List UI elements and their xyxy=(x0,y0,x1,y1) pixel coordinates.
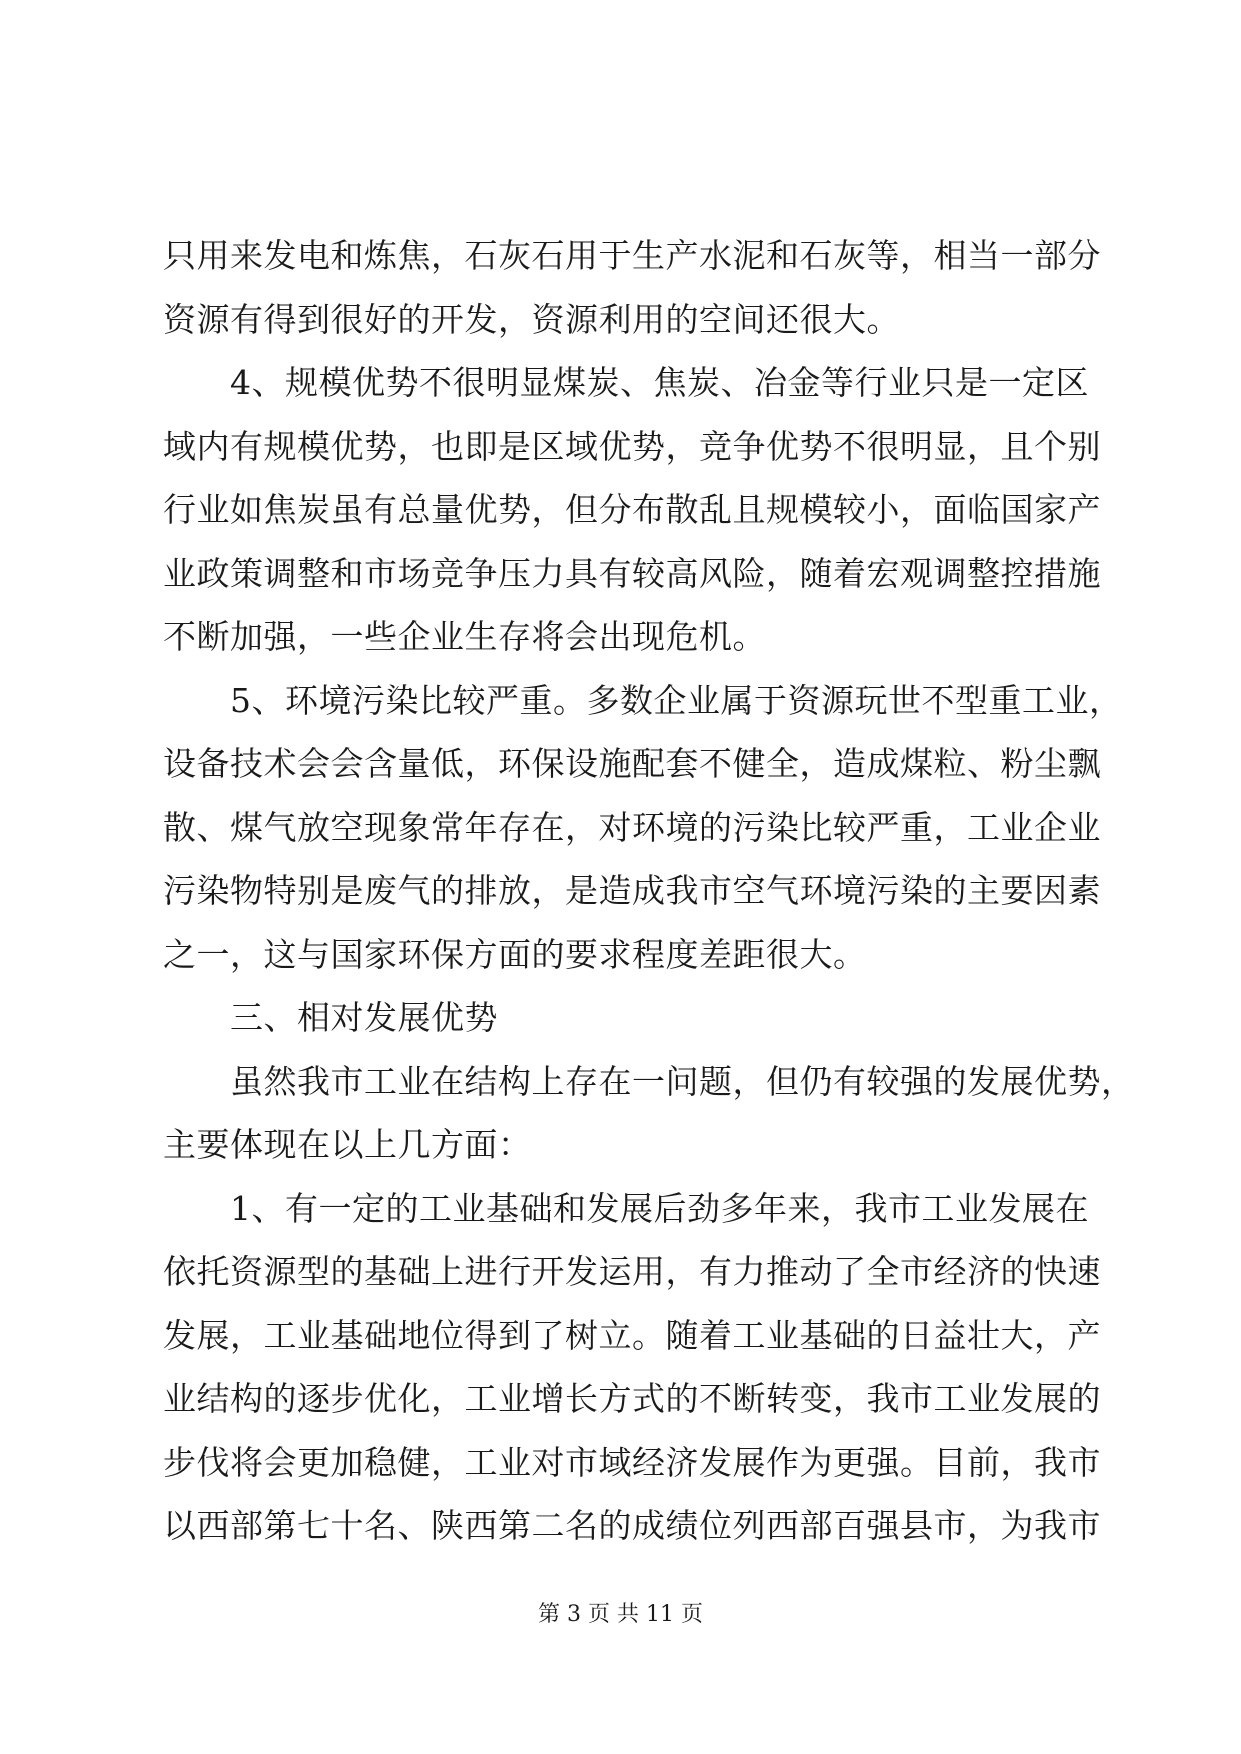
text-line: 行业如焦炭虽有总量优势，但分布散乱且规模较小，面临国家产 xyxy=(163,490,1101,529)
text-line: 设备技术会会含量低，环保设施配套不健全，造成煤粒、粉尘飘 xyxy=(163,744,1101,783)
text-line: 1、有一定的工业基础和发展后劲多年来，我市工业发展在 xyxy=(230,1188,1089,1228)
text-line: 虽然我市工业在结构上存在一问题，但仍有较强的发展优势， xyxy=(230,1061,1135,1101)
text-line: 4、规模优势不很明显煤炭、焦炭、冶金等行业只是一定区 xyxy=(230,363,1089,402)
section-heading: 三、相对发展优势 xyxy=(230,998,498,1037)
text-line: 只用来发电和炼焦，石灰石用于生产水泥和石灰等，相当一部分 xyxy=(163,236,1101,275)
text-line: 散、煤气放空现象常年存在，对环境的污染比较严重，工业企业 xyxy=(163,807,1101,847)
text-line: 不断加强，一些企业生存将会出现危机。 xyxy=(163,617,766,656)
text-line: 资源有得到很好的开发，资源利用的空间还很大。 xyxy=(163,299,900,339)
text-line: 主要体现在以上几方面： xyxy=(163,1125,532,1164)
text-line: 5、环境污染比较严重。多数企业属于资源玩世不型重工业， xyxy=(230,680,1123,720)
text-line: 步伐将会更加稳健，工业对市域经济发展作为更强。目前，我市 xyxy=(163,1442,1101,1482)
text-line: 依托资源型的基础上进行开发运用，有力推动了全市经济的快速 xyxy=(163,1252,1101,1291)
text-line: 以西部第七十名、陕西第二名的成绩位列西部百强县市，为我市 xyxy=(163,1506,1101,1545)
body-text xyxy=(163,228,1135,1562)
text-line: 业结构的逐步优化，工业增长方式的不断转变，我市工业发展的 xyxy=(163,1379,1101,1418)
text-line: 污染物特别是废气的排放，是造成我市空气环境污染的主要因素 xyxy=(163,871,1101,910)
text-line: 发展，工业基础地位得到了树立。随着工业基础的日益壮大，产 xyxy=(163,1315,1101,1355)
page-footer: 第 3 页 共 11 页 xyxy=(538,1602,703,1627)
text-line: 之一，这与国家环保方面的要求程度差距很大。 xyxy=(163,934,867,974)
text-line: 业政策调整和市场竞争压力具有较高风险，随着宏观调整控措施 xyxy=(163,553,1101,593)
text-line: 域内有规模优势，也即是区域优势，竞争优势不很明显，且个别 xyxy=(163,426,1101,466)
